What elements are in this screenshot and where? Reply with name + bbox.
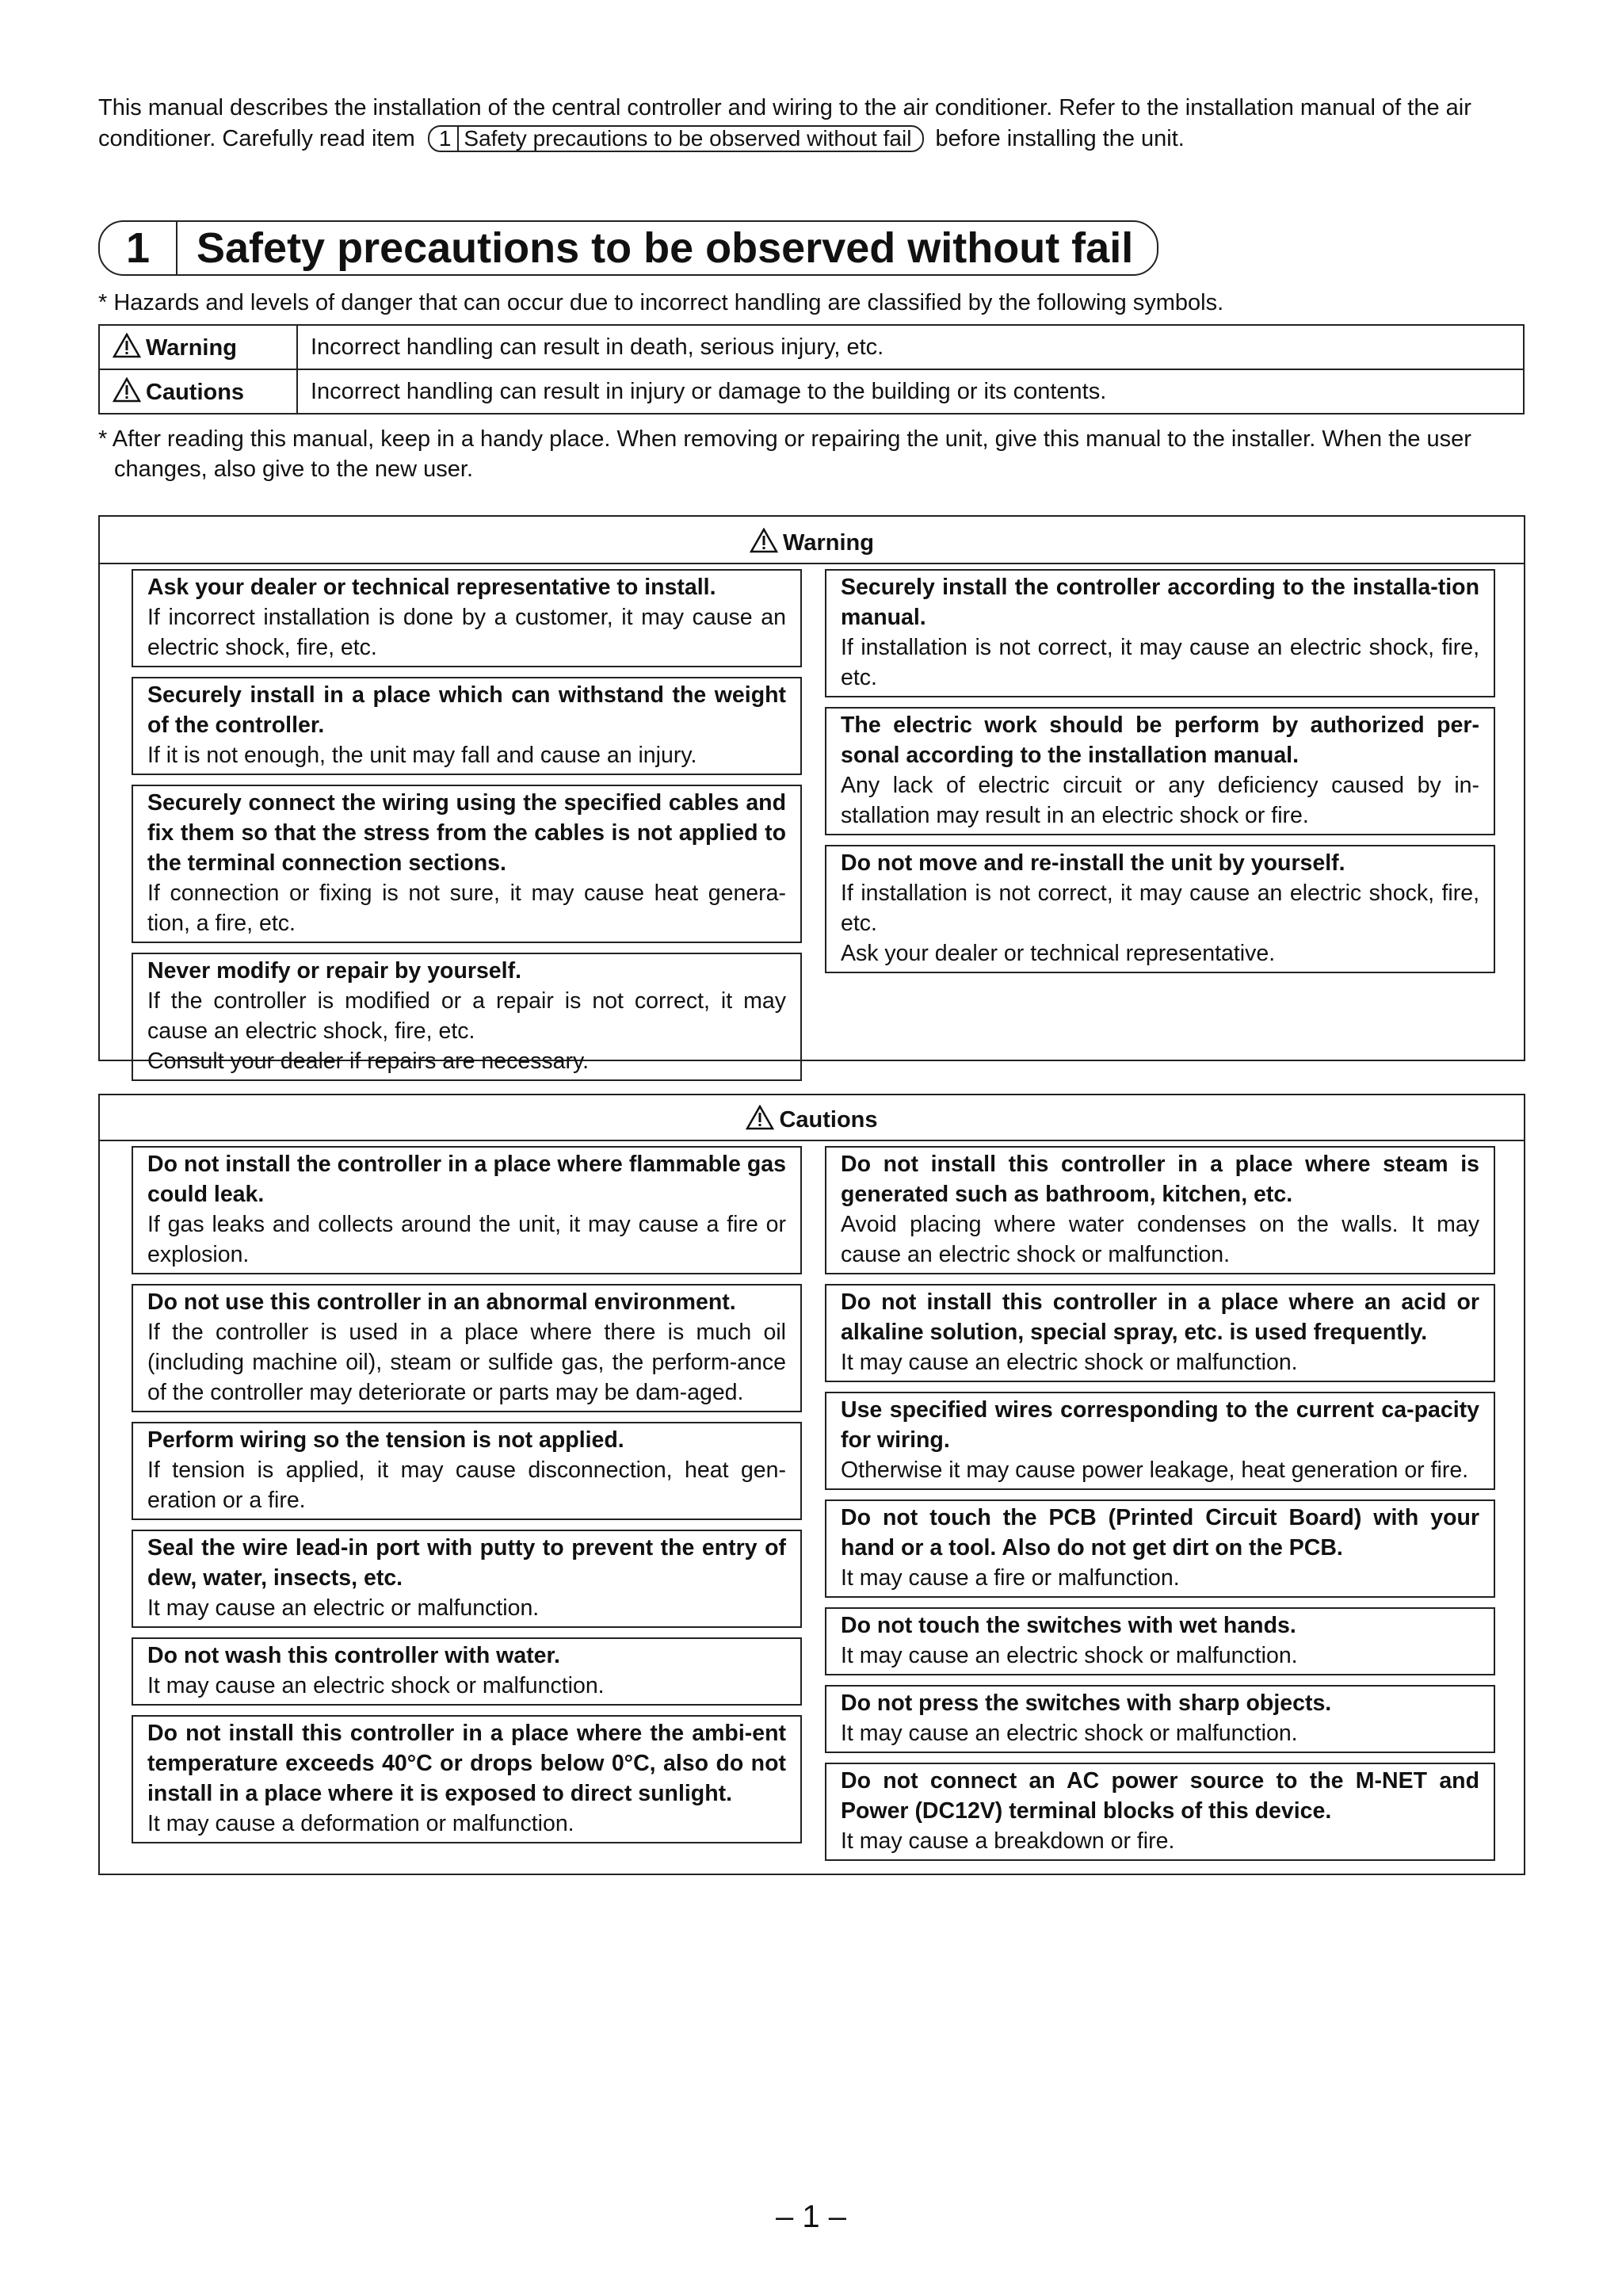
precaution-heading: The electric work should be perform by authorized per-sonal according to the installation manual.: [841, 712, 1479, 768]
warning-triangle-icon: [113, 333, 141, 358]
precaution-box: [825, 1685, 1495, 1753]
precaution-box: [132, 1715, 802, 1843]
warning-panel: [98, 515, 1525, 1074]
caution-triangle-icon: [113, 377, 141, 403]
precaution-heading: Do not install this controller in a place where an acid or alkaline solution, special spray, etc. is used frequently.: [841, 1289, 1479, 1345]
precaution-box: [132, 953, 802, 1081]
precaution-heading: Never modify or repair by yourself.: [147, 958, 521, 984]
precaution-box: [825, 845, 1495, 973]
warning-right-column: [825, 569, 1495, 983]
section-reference: [428, 125, 925, 152]
precaution-heading: Do not install this controller in a place where the ambi-ent temperature exceeds 40°C or drops below 0°C, also do not install in a place where it is exposed to direct sunlight.: [147, 1721, 786, 1806]
precaution-heading: Securely install in a place which can withstand the weight of the controller.: [147, 682, 786, 738]
precaution-box: [132, 1422, 802, 1520]
warning-title-text: Warning: [783, 530, 874, 556]
precaution-heading: Seal the wire lead-in port with putty to prevent the entry of dew, water, insects, etc.: [147, 1535, 786, 1591]
precaution-heading: Do not connect an AC power source to the M-NET and Power (DC12V) terminal blocks of this device.: [841, 1768, 1479, 1824]
cautions-right-column: [825, 1146, 1495, 1870]
hazard-legend-table: [98, 324, 1525, 415]
precaution-box: [132, 1637, 802, 1706]
precaution-heading: Do not use this controller in an abnormal environment.: [147, 1289, 736, 1315]
precaution-heading: Do not touch the PCB (Printed Circuit Board) with your hand or a tool. Also do not get dirt on the PCB.: [841, 1505, 1479, 1561]
section-reference-number: 1: [439, 126, 460, 151]
precaution-body: It may cause an electric shock or malfunction.: [841, 1721, 1298, 1746]
legend-label-cell: [99, 325, 297, 369]
intro-text-before: This manual describes the installation of the central controller and wiring to the air conditioner. Refer to the installation manual of the air conditioner. Carefully read item: [98, 95, 1471, 151]
section-heading: [98, 220, 1158, 276]
precaution-body: If it is not enough, the unit may fall and cause an injury.: [147, 743, 697, 768]
precaution-body: If gas leaks and collects around the unit, it may cause a fire or explosion.: [147, 1212, 786, 1267]
precaution-body: Ask your dealer or technical representative.: [841, 941, 1276, 966]
intro-paragraph: [98, 93, 1540, 155]
precaution-box: [825, 1392, 1495, 1490]
precaution-heading: Do not install this controller in a place where steam is generated such as bathroom, kitchen, etc.: [841, 1152, 1479, 1207]
cautions-title-text: Cautions: [779, 1107, 878, 1133]
precaution-body: If incorrect installation is done by a customer, it may cause an electric shock, fire, etc.: [147, 605, 786, 660]
legend-label: Warning: [146, 335, 237, 361]
precaution-body: If installation is not correct, it may cause an electric shock, fire, etc.: [841, 881, 1479, 936]
precaution-box: [132, 1284, 802, 1412]
precaution-body: Otherwise it may cause power leakage, heat generation or fire.: [841, 1457, 1469, 1483]
precaution-heading: Do not press the switches with sharp objects.: [841, 1690, 1332, 1716]
warning-title-divider: [100, 563, 1524, 564]
legend-row-warning: [99, 325, 1524, 369]
hazard-note: * Hazards and levels of danger that can occur due to incorrect handling are classified by the following symbols.: [98, 290, 1224, 315]
warning-panel-title: [100, 528, 1524, 558]
precaution-body: Any lack of electric circuit or any deficiency caused by in-stallation may result in an electric shock or fire.: [841, 773, 1479, 828]
precaution-box: [825, 707, 1495, 835]
precaution-heading: Use specified wires corresponding to the current ca-pacity for wiring.: [841, 1397, 1479, 1453]
precaution-body: It may cause an electric shock or malfunction.: [841, 1643, 1298, 1668]
legend-description: Incorrect handling can result in injury or damage to the building or its contents.: [297, 369, 1524, 414]
warning-triangle-icon: [750, 528, 778, 553]
precaution-body: It may cause an electric shock or malfunction.: [147, 1673, 605, 1698]
precaution-body: If the controller is modified or a repair is not correct, it may cause an electric shock, fire, etc.: [147, 988, 786, 1044]
precaution-heading: Perform wiring so the tension is not applied.: [147, 1427, 624, 1453]
precaution-box: [825, 569, 1495, 697]
section-number: 1: [100, 222, 177, 274]
legend-row-cautions: [99, 369, 1524, 414]
precaution-body: If installation is not correct, it may cause an electric shock, fire, etc.: [841, 635, 1479, 690]
cautions-left-column: [132, 1146, 802, 1853]
legend-description: Incorrect handling can result in death, serious injury, etc.: [297, 325, 1524, 369]
precaution-body: If tension is applied, it may cause disconnection, heat gen-eration or a fire.: [147, 1457, 786, 1513]
section-title: Safety precautions to be observed without fail: [197, 224, 1134, 272]
precaution-heading: Do not move and re-install the unit by yourself.: [841, 850, 1345, 876]
precaution-box: [825, 1146, 1495, 1274]
warning-left-column: [132, 569, 802, 1091]
cautions-panel: [98, 1094, 1525, 1875]
precaution-box: [825, 1284, 1495, 1382]
precaution-body: Consult your dealer if repairs are necessary.: [147, 1049, 590, 1074]
caution-triangle-icon: [746, 1105, 774, 1130]
cautions-title-divider: [100, 1140, 1524, 1141]
intro-text-after: before installing the unit.: [935, 126, 1185, 151]
precaution-box: [825, 1499, 1495, 1598]
precaution-body: It may cause an electric or malfunction.: [147, 1595, 540, 1621]
precaution-box: [825, 1607, 1495, 1675]
legend-label-cell: [99, 369, 297, 414]
precaution-body: It may cause an electric shock or malfunction.: [841, 1350, 1298, 1375]
legend-label: Cautions: [146, 380, 245, 405]
precaution-heading: Ask your dealer or technical representative to install.: [147, 575, 716, 600]
precaution-body: It may cause a fire or malfunction.: [841, 1565, 1180, 1591]
cautions-panel-title: [100, 1105, 1524, 1135]
precaution-body: It may cause a deformation or malfunction.: [147, 1811, 574, 1836]
precaution-box: [132, 785, 802, 943]
precaution-body: It may cause a breakdown or fire.: [841, 1828, 1175, 1854]
keep-manual-note: * After reading this manual, keep in a handy place. When removing or repairing the unit, give this manual to the installer. When the user changes, also give to the new user.: [98, 426, 1471, 482]
precaution-heading: Do not wash this controller with water.: [147, 1643, 560, 1668]
section-reference-title: Safety precautions to be observed without fail: [464, 126, 912, 151]
precaution-box: [132, 1530, 802, 1628]
precaution-heading: Securely connect the wiring using the specified cables and fix them so that the stress from the cables is not applied to the terminal connection sections.: [147, 790, 786, 876]
precaution-body: If the controller is used in a place where there is much oil (including machine oil), steam or sulfide gas, the perform-ance of the controller may deteriorate or parts may be dam-aged.: [147, 1320, 786, 1405]
precaution-box: [825, 1763, 1495, 1861]
page-number: – 1 –: [776, 2199, 846, 2234]
precaution-heading: Securely install the controller according to the installa-tion manual.: [841, 575, 1479, 630]
precaution-box: [132, 677, 802, 775]
precaution-box: [132, 569, 802, 667]
precaution-box: [132, 1146, 802, 1274]
precaution-body: If connection or fixing is not sure, it may cause heat genera-tion, a fire, etc.: [147, 881, 786, 936]
precaution-heading: Do not touch the switches with wet hands.: [841, 1613, 1296, 1638]
precaution-heading: Do not install the controller in a place where flammable gas could leak.: [147, 1152, 786, 1207]
precaution-body: Avoid placing where water condenses on the walls. It may cause an electric shock or malfunction.: [841, 1212, 1479, 1267]
